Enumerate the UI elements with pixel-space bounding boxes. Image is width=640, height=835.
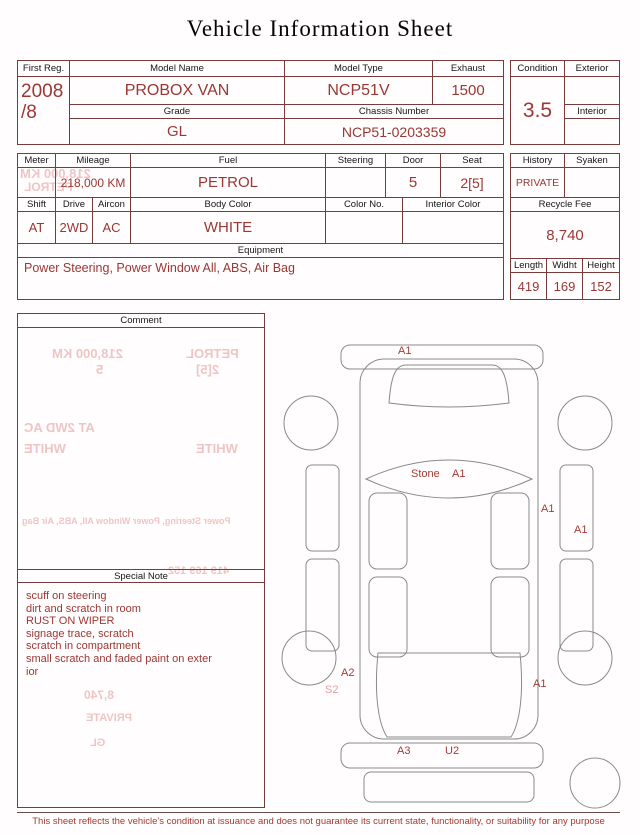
meter-label: Meter xyxy=(18,154,56,168)
width-value: 169 xyxy=(547,273,583,299)
ghost-text: 5 xyxy=(96,362,104,377)
ghost-text: WHITE xyxy=(24,441,66,456)
length-label: Length xyxy=(511,259,547,273)
meter-value xyxy=(18,168,56,198)
equipment-value: Power Steering, Power Window All, ABS, Air Bag xyxy=(24,261,295,275)
chassis-number-label: Chassis Number xyxy=(285,105,503,119)
model-type-label: Model Type xyxy=(285,61,433,77)
special-note-line: scratch in compartment xyxy=(26,640,141,653)
special-note-lines xyxy=(18,586,264,806)
diagram-annotation: A2 xyxy=(341,667,355,679)
ghost-text: PETROL xyxy=(24,180,73,194)
diagram-annotation: U2 xyxy=(445,745,460,757)
comment-body xyxy=(18,328,264,569)
mileage-label: Mileage xyxy=(56,154,131,168)
diagram-annotation: A3 xyxy=(397,745,411,757)
comment-label: Comment xyxy=(18,314,264,328)
color-no-value xyxy=(326,212,403,244)
seat-value: 2[5] xyxy=(441,168,503,198)
height-value: 152 xyxy=(590,278,612,294)
first-reg-value xyxy=(18,77,70,144)
seat-label: Seat xyxy=(441,154,503,168)
interior-color-value xyxy=(403,212,503,244)
ghost-text: WHITE xyxy=(196,441,238,456)
special-note-line: signage trace, scratch xyxy=(26,627,134,640)
diagram-annotation: S2 xyxy=(325,684,339,696)
body-color-value: WHITE xyxy=(131,212,326,244)
door-value: 5 xyxy=(386,168,441,198)
first-reg-label: First Reg. xyxy=(18,61,70,77)
footer-disclaimer: This sheet reflects the vehicle's condition at issuance and does not guarantee its current state, functionality, or suitability for any purpose xyxy=(17,812,620,827)
body-color-label: Body Color xyxy=(131,198,326,212)
drive-label: Drive xyxy=(56,198,93,212)
history-value: PRIVATE xyxy=(511,168,565,198)
chassis-number-value: NCP51-0203359 xyxy=(341,123,447,140)
height-label: Height xyxy=(583,259,619,273)
comment-panel xyxy=(17,313,265,808)
ghost-text: 2[5] xyxy=(196,362,220,377)
condition-table xyxy=(510,60,620,145)
special-note-line: RUST ON WIPER xyxy=(26,615,115,628)
shift-value: AT xyxy=(18,212,56,244)
ghost-text: Power Steering, Power Window All, ABS, Air Bag xyxy=(22,516,231,526)
model-name-value: PROBOX VAN xyxy=(70,77,285,105)
car-diagram-panel xyxy=(268,315,636,813)
special-note-label: Special Note xyxy=(18,569,264,583)
syaken-value xyxy=(565,168,619,198)
history-table xyxy=(510,153,620,300)
ghost-text: PETROL xyxy=(186,346,239,361)
mileage-value: 218,000 KM xyxy=(56,168,131,198)
diagram-annotations xyxy=(268,315,636,813)
length-value: 419 xyxy=(511,273,547,299)
diagram-annotation: A1 xyxy=(398,345,412,357)
ghost-text: AT 2WD AC xyxy=(24,420,95,435)
special-note-line: scuff on steering xyxy=(26,590,107,602)
ghost-text: 419 169 152 xyxy=(168,565,230,577)
registration-table xyxy=(17,60,504,145)
recycle-fee-value: 8,740 xyxy=(511,212,619,259)
history-label: History xyxy=(511,154,565,168)
ghost-text: GL xyxy=(90,737,106,749)
interior-value xyxy=(565,119,619,144)
exhaust-value: 1500 xyxy=(433,77,503,105)
drive-value: 2WD xyxy=(56,212,93,244)
model-name-label: Model Name xyxy=(70,61,285,77)
interior-label: Interior xyxy=(565,105,619,119)
equipment-label: Equipment xyxy=(18,244,503,258)
steering-label: Steering xyxy=(326,154,386,168)
spec-table xyxy=(17,153,504,300)
steering-value xyxy=(326,168,386,198)
condition-score: 3.5 xyxy=(511,77,565,144)
grade-value: GL xyxy=(70,119,285,144)
model-type-value: NCP51V xyxy=(285,77,433,105)
ghost-text: 8,740 xyxy=(84,688,115,702)
ghost-text: 218,000 KM xyxy=(52,346,123,361)
condition-label: Condition xyxy=(511,61,565,77)
syaken-label: Syaken xyxy=(565,154,619,168)
fuel-value: PETROL xyxy=(131,168,326,198)
special-note-line: dirt and scratch in room xyxy=(26,602,141,615)
width-label: Widht xyxy=(547,259,583,273)
ghost-text: 218,000 KM xyxy=(20,166,91,181)
diagram-annotation: A1 xyxy=(541,503,555,515)
diagram-annotation: A1 xyxy=(533,678,547,690)
exterior-label: Exterior xyxy=(565,61,619,77)
special-note-line: ior xyxy=(26,665,39,678)
ghost-text: PRIVATE xyxy=(86,712,133,724)
interior-color-label: Interior Color xyxy=(403,198,503,212)
shift-label: Shift xyxy=(18,198,56,212)
color-no-label: Color No. xyxy=(326,198,403,212)
page-title: Vehicle Information Sheet xyxy=(186,16,454,41)
exterior-value xyxy=(565,77,619,105)
exhaust-label: Exhaust xyxy=(433,61,503,77)
diagram-annotation: A1 xyxy=(452,468,466,480)
special-note-line: small scratch and faded paint on exter xyxy=(26,652,212,665)
first-reg-month: /8 xyxy=(21,102,37,123)
aircon-label: Aircon xyxy=(93,198,131,212)
aircon-value: AC xyxy=(93,212,131,244)
diagram-annotation: Stone xyxy=(411,468,440,480)
grade-label: Grade xyxy=(70,105,285,119)
door-label: Door xyxy=(386,154,441,168)
first-reg-year: 2008 xyxy=(21,81,64,102)
fuel-label: Fuel xyxy=(131,154,326,168)
diagram-annotation: A1 xyxy=(574,524,588,536)
recycle-fee-label: Recycle Fee xyxy=(511,198,619,212)
